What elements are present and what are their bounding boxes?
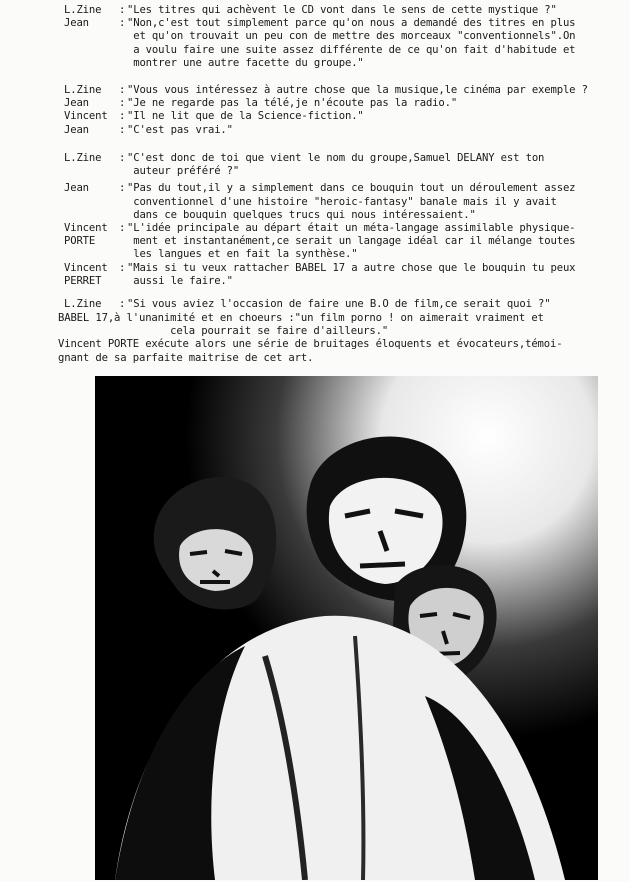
dialogue-text: aussi le faire." bbox=[127, 274, 233, 287]
dialogue-text: "Si vous aviez l'occasion de faire une B.O de film,ce serait quoi ?" bbox=[127, 298, 551, 310]
dialogue-line: Vincent : "L'idée principale au départ était un méta-langage assimilable physique- bbox=[64, 222, 624, 235]
dialogue-text: a voulu faire une suite assez différente de ce qu'on fait d'habitude et bbox=[127, 43, 576, 56]
dialogue-section-3 bbox=[64, 152, 624, 288]
dialogue-text: "Je ne regarde pas la télé,je n'écoute pas la radio." bbox=[127, 97, 458, 110]
speaker-name: Vincent bbox=[64, 110, 108, 123]
speaker-name: PORTE bbox=[64, 235, 96, 248]
dialogue-line: L.Zine : "Si vous aviez l'occasion de faire une B.O de film,ce serait quoi ?" bbox=[64, 298, 624, 311]
dialogue-line: L.Zine : "Vous vous intéressez à autre chose que la musique,le cinéma par exemple ? bbox=[64, 84, 624, 97]
speaker-name bbox=[64, 30, 119, 43]
speaker-name: Jean bbox=[64, 182, 89, 195]
dialogue-text: "Mais si tu veux rattacher BABEL 17 a autre chose que le bouquin tu peux bbox=[127, 261, 576, 274]
dialogue-line: Vincent : "Mais si tu veux rattacher BABEL 17 a autre chose que le bouquin tu peux bbox=[64, 262, 624, 275]
dialogue-text: montrer une autre facette du groupe." bbox=[127, 56, 364, 69]
narration-line: BABEL 17,à l'unanimité et en choeurs :"un film porno ! on aimerait vraiment et bbox=[58, 312, 544, 324]
dialogue-text: "Vous vous intéressez à autre chose que la musique,le cinéma par exemple ? bbox=[127, 84, 588, 96]
speaker-name bbox=[64, 44, 119, 57]
dialogue-line bbox=[64, 209, 624, 222]
speaker-name bbox=[64, 165, 119, 178]
dialogue-line: Jean : "C'est pas vrai." bbox=[64, 124, 624, 137]
narration-line: gnant de sa parfaite maitrise de cet art. bbox=[58, 351, 314, 364]
dialogue-text: "Non,c'est tout simplement parce qu'on nous a demandé des titres en plus bbox=[127, 17, 576, 30]
speaker-name: Jean bbox=[64, 123, 89, 136]
dialogue-line bbox=[64, 196, 624, 209]
dialogue-text: et qu'on trouvait un peu con de mettre des morceaux "conventionnels".On bbox=[127, 30, 576, 43]
dialogue-text: les langues et en fait la synthèse." bbox=[127, 248, 358, 261]
speaker-name: Vincent bbox=[64, 222, 108, 235]
speaker-name bbox=[64, 196, 119, 209]
dialogue-line bbox=[64, 235, 624, 248]
dialogue-text: "Les titres qui achèvent le CD vont dans le sens de cette mystique ?" bbox=[127, 4, 557, 16]
dialogue-line bbox=[64, 248, 624, 261]
speaker-name: L.Zine bbox=[64, 84, 102, 96]
dialogue-line: L.Zine : "C'est donc de toi que vient le nom du groupe,Samuel DELANY est ton bbox=[64, 152, 624, 165]
dialogue-line bbox=[64, 57, 624, 70]
dialogue-text: auteur préféré ?" bbox=[127, 165, 240, 178]
narration-line: Vincent PORTE exécute alors une série de bruitages éloquents et évocateurs,témoi- bbox=[58, 338, 563, 351]
dialogue-text: "L'idée principale au départ était un méta-langage assimilable physique- bbox=[127, 222, 576, 235]
speaker-name: Vincent bbox=[64, 261, 108, 274]
dialogue-line bbox=[64, 30, 624, 43]
dialogue-line: Jean : "Non,c'est tout simplement parce qu'on nous a demandé des titres en plus bbox=[64, 17, 624, 30]
speaker-name: Jean bbox=[64, 97, 89, 110]
dialogue-line: Jean : "Pas du tout,il y a simplement dans ce bouquin tout un déroulement assez bbox=[64, 182, 624, 195]
dialogue-line bbox=[64, 44, 624, 57]
band-photo bbox=[95, 376, 598, 880]
dialogue-section-4 bbox=[64, 298, 624, 311]
narration-block bbox=[58, 312, 618, 365]
speaker-name bbox=[64, 209, 119, 222]
speaker-name bbox=[64, 57, 119, 70]
speaker-name: L.Zine bbox=[64, 152, 102, 164]
dialogue-text: "C'est donc de toi que vient le nom du groupe,Samuel DELANY est ton bbox=[127, 152, 545, 164]
band-photo-illustration bbox=[95, 376, 598, 880]
dialogue-line bbox=[64, 165, 624, 178]
dialogue-line: Jean : "Je ne regarde pas la télé,je n'écoute pas la radio." bbox=[64, 97, 624, 110]
dialogue-text: dans ce bouquin quelques trucs qui nous intéressaient." bbox=[127, 208, 476, 221]
dialogue-text: "C'est pas vrai." bbox=[127, 123, 233, 136]
dialogue-text: ment et instantanément,ce serait un langage idéal car il mélange toutes bbox=[127, 235, 576, 248]
dialogue-text: "Pas du tout,il y a simplement dans ce bouquin tout un déroulement assez bbox=[127, 182, 576, 195]
dialogue-section-1 bbox=[64, 4, 624, 70]
narration-line: cela pourrait se faire d'ailleurs." bbox=[58, 325, 389, 338]
dialogue-text: "Il ne lit que de la Science-fiction." bbox=[127, 110, 364, 123]
dialogue-text: conventionnel d'une histoire "heroic-fantasy" banale mais il y avait bbox=[127, 195, 557, 208]
dialogue-line: L.Zine : "Les titres qui achèvent le CD vont dans le sens de cette mystique ?" bbox=[64, 4, 624, 17]
speaker-name: PERRET bbox=[64, 274, 102, 287]
dialogue-line bbox=[64, 275, 624, 288]
speaker-name: L.Zine bbox=[64, 4, 102, 16]
dialogue-section-2 bbox=[64, 84, 624, 137]
dialogue-line: Vincent : "Il ne lit que de la Science-fiction." bbox=[64, 110, 624, 123]
speaker-name bbox=[64, 248, 119, 261]
speaker-name: L.Zine bbox=[64, 298, 102, 310]
speaker-name: Jean bbox=[64, 17, 89, 30]
